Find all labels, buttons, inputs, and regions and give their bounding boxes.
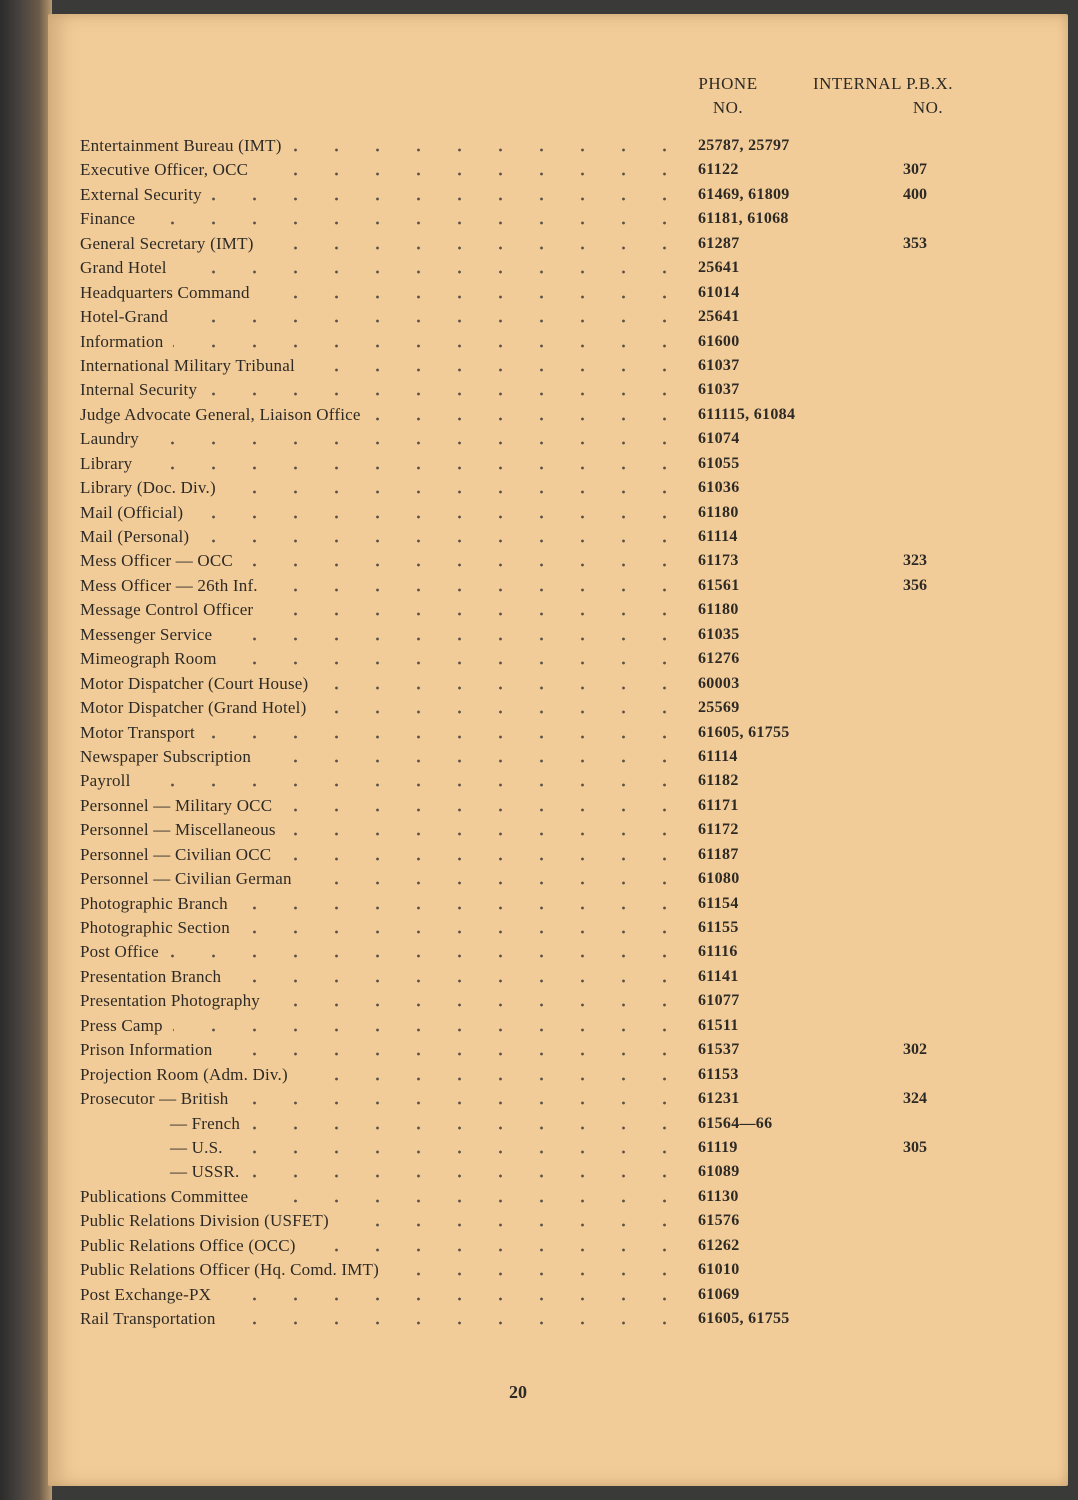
entry-phone-number: 61469, 61809 bbox=[698, 185, 790, 203]
dot-leader bbox=[318, 686, 685, 690]
entry-name: Personnel — Civilian German bbox=[80, 869, 292, 889]
list-item bbox=[80, 1038, 980, 1062]
list-item bbox=[80, 1087, 980, 1111]
list-item bbox=[80, 158, 980, 182]
list-item bbox=[80, 1112, 980, 1136]
list-item bbox=[80, 672, 980, 696]
list-item bbox=[80, 1258, 980, 1282]
entry-name: Finance bbox=[80, 209, 136, 229]
entry-phone-number: 61276 bbox=[698, 650, 740, 668]
dot-leader bbox=[281, 857, 685, 861]
dot-leader bbox=[142, 466, 685, 470]
list-item bbox=[80, 281, 980, 305]
entry-name: Mimeograph Room bbox=[80, 649, 217, 669]
entry-name: Post Exchange-PX bbox=[80, 1284, 212, 1304]
dot-leader bbox=[258, 1199, 685, 1203]
entry-pbx-number: 324 bbox=[903, 1090, 927, 1108]
list-item bbox=[80, 501, 980, 525]
list-item bbox=[80, 623, 980, 647]
entry-name: Motor Dispatcher (Grand Hotel) bbox=[80, 698, 307, 718]
dot-leader bbox=[207, 392, 685, 396]
dot-leader bbox=[145, 221, 685, 225]
dot-leader bbox=[221, 1297, 685, 1301]
entry-phone-number: 61561 bbox=[698, 576, 740, 594]
entry-phone-number: 61182 bbox=[698, 772, 739, 790]
entry-phone-number: 61010 bbox=[698, 1261, 740, 1279]
entry-pbx-number: 305 bbox=[903, 1138, 927, 1156]
entry-phone-number: 61036 bbox=[698, 479, 740, 497]
entry-name: Motor Transport bbox=[80, 722, 195, 742]
list-item bbox=[80, 1185, 980, 1209]
dot-leader bbox=[298, 1077, 685, 1081]
pbx-header-line-1: INTERNAL P.B.X. bbox=[812, 74, 954, 93]
dot-leader bbox=[226, 490, 685, 494]
dot-leader bbox=[270, 1003, 685, 1007]
dot-leader bbox=[292, 148, 685, 152]
list-item bbox=[80, 1063, 980, 1087]
entry-name: Library (Doc. Div.) bbox=[80, 478, 216, 498]
dot-leader bbox=[261, 759, 685, 763]
entry-name: Photographic Branch bbox=[80, 893, 228, 913]
entry-phone-number: 61287 bbox=[698, 234, 740, 252]
entry-phone-number: 61014 bbox=[698, 283, 740, 301]
dot-leader bbox=[177, 270, 685, 274]
entry-name: Judge Advocate General, Liaison Office bbox=[80, 404, 361, 424]
list-item bbox=[80, 867, 980, 891]
dot-leader bbox=[173, 344, 685, 348]
entry-name: Rail Transportation bbox=[80, 1309, 216, 1328]
dot-leader bbox=[389, 1272, 685, 1276]
dot-leader bbox=[286, 832, 685, 836]
list-item bbox=[80, 1283, 980, 1307]
dot-leader bbox=[263, 612, 685, 616]
dot-leader bbox=[233, 1150, 685, 1154]
list-item bbox=[80, 378, 980, 402]
entry-phone-number: 61154 bbox=[698, 894, 739, 912]
phone-header-line-2: NO. bbox=[712, 98, 744, 117]
entry-name: Entertainment Bureau (IMT) bbox=[80, 136, 282, 155]
entry-name: Internal Security bbox=[80, 380, 198, 400]
list-item bbox=[80, 721, 980, 745]
dot-leader bbox=[223, 1052, 685, 1056]
list-item bbox=[80, 598, 980, 622]
entry-pbx-number: 353 bbox=[903, 234, 927, 252]
list-item bbox=[80, 1234, 980, 1258]
entry-pbx-number: 400 bbox=[903, 185, 927, 203]
entry-name: Payroll bbox=[80, 771, 131, 791]
list-item bbox=[80, 476, 980, 500]
list-item bbox=[80, 818, 980, 842]
list-item bbox=[80, 207, 980, 231]
dot-leader bbox=[243, 563, 685, 567]
dot-leader bbox=[339, 1223, 685, 1227]
list-item bbox=[80, 305, 980, 329]
entry-phone-number: 61114 bbox=[698, 528, 738, 545]
list-item bbox=[80, 452, 980, 476]
entry-name: Public Relations Division (USFET) bbox=[80, 1211, 329, 1231]
dot-leader bbox=[178, 319, 685, 323]
list-item bbox=[80, 745, 980, 769]
list-item bbox=[80, 574, 980, 598]
entry-phone-number: 61564—66 bbox=[698, 1114, 773, 1132]
entry-phone-number: 61077 bbox=[698, 992, 740, 1010]
dot-leader bbox=[173, 1028, 685, 1032]
entry-name: Projection Room (Adm. Div.) bbox=[80, 1064, 288, 1084]
list-item bbox=[80, 696, 980, 720]
entry-name: — USSR. bbox=[170, 1162, 240, 1182]
entry-name: Message Control Officer bbox=[80, 600, 254, 620]
entry-pbx-number: 302 bbox=[903, 1041, 927, 1059]
entry-pbx-number: 356 bbox=[903, 576, 927, 594]
entry-phone-number: 61171 bbox=[698, 796, 739, 814]
entry-phone-number: 61181, 61068 bbox=[698, 210, 789, 228]
list-item bbox=[80, 403, 980, 427]
entry-name: Laundry bbox=[80, 429, 139, 449]
entry-name: Personnel — Civilian OCC bbox=[80, 844, 272, 864]
dot-leader bbox=[371, 417, 685, 421]
dot-leader bbox=[193, 515, 685, 519]
list-item bbox=[80, 256, 980, 280]
entry-name: Hotel-Grand bbox=[80, 307, 169, 327]
entry-phone-number: 61187 bbox=[698, 845, 739, 863]
entry-phone-number: 60003 bbox=[698, 674, 740, 692]
list-item bbox=[80, 940, 980, 964]
dot-leader bbox=[240, 930, 685, 934]
entry-pbx-number: 323 bbox=[903, 552, 927, 570]
entry-phone-number: 61037 bbox=[698, 381, 740, 399]
entry-name: Mail (Official) bbox=[80, 502, 184, 522]
entry-phone-number: 61605, 61755 bbox=[698, 1310, 790, 1327]
dot-leader bbox=[238, 906, 685, 910]
dot-leader bbox=[260, 295, 685, 299]
entry-name: Motor Dispatcher (Court House) bbox=[80, 673, 309, 693]
dot-leader bbox=[141, 783, 685, 787]
entry-phone-number: 61116 bbox=[698, 943, 738, 961]
entry-name: Presentation Photography bbox=[80, 991, 260, 1011]
phone-header-line-1: PHONE bbox=[698, 74, 758, 93]
dot-leader bbox=[169, 954, 685, 958]
dot-leader bbox=[268, 588, 685, 592]
directory-page bbox=[48, 14, 1068, 1486]
entry-name: International Military Tribunal bbox=[80, 355, 295, 375]
entry-phone-number: 61055 bbox=[698, 454, 740, 472]
entry-phone-number: 25569 bbox=[698, 699, 740, 717]
entry-phone-number: 61074 bbox=[698, 430, 740, 448]
entry-phone-number: 25787, 25797 bbox=[698, 137, 790, 154]
list-item bbox=[80, 1307, 980, 1331]
entry-phone-number: 61537 bbox=[698, 1041, 740, 1059]
entry-phone-number: 61130 bbox=[698, 1187, 739, 1205]
entry-name: Public Relations Officer (Hq. Comd. IMT) bbox=[80, 1260, 380, 1280]
entry-phone-number: 61600 bbox=[698, 332, 740, 350]
dot-leader bbox=[212, 197, 685, 201]
list-item bbox=[80, 843, 980, 867]
entry-name: Personnel — Military OCC bbox=[80, 795, 273, 815]
entry-phone-number: 61605, 61755 bbox=[698, 723, 790, 741]
entry-phone-number: 61069 bbox=[698, 1285, 740, 1303]
entry-name: Prosecutor — British bbox=[80, 1089, 229, 1109]
dot-leader bbox=[258, 172, 685, 176]
dot-leader bbox=[250, 1126, 685, 1130]
dot-leader bbox=[199, 539, 685, 543]
entry-name: Mail (Personal) bbox=[80, 527, 190, 546]
page-number: 20 bbox=[509, 1382, 527, 1402]
entry-phone-number: 61172 bbox=[698, 821, 739, 839]
entry-name: Photographic Section bbox=[80, 918, 230, 937]
entry-phone-number: 61180 bbox=[698, 601, 739, 619]
entry-name: Grand Hotel bbox=[80, 258, 167, 278]
list-item bbox=[80, 232, 980, 256]
list-item bbox=[80, 183, 980, 207]
pbx-column-header bbox=[808, 72, 958, 120]
dot-leader bbox=[249, 1174, 685, 1178]
entry-phone-number: 61122 bbox=[698, 161, 739, 179]
entry-phone-number: 61155 bbox=[698, 919, 739, 936]
list-item bbox=[80, 354, 980, 378]
entry-phone-number: 61511 bbox=[698, 1016, 739, 1034]
entry-name: Headquarters Command bbox=[80, 282, 250, 302]
list-item bbox=[80, 525, 980, 549]
entry-phone-number: 61037 bbox=[698, 356, 740, 374]
entry-name: — U.S. bbox=[170, 1137, 223, 1157]
entry-name: Newspaper Subscription bbox=[80, 746, 252, 766]
entry-phone-number: 61153 bbox=[698, 1065, 739, 1083]
entry-phone-number: 611115, 61084 bbox=[698, 405, 796, 423]
dot-leader bbox=[316, 710, 685, 714]
directory-list bbox=[80, 134, 980, 1331]
dot-leader bbox=[239, 1101, 685, 1105]
entry-name: Mess Officer — OCC bbox=[80, 551, 233, 571]
entry-phone-number: 61141 bbox=[698, 967, 739, 985]
entry-phone-number: 61089 bbox=[698, 1163, 740, 1181]
list-item bbox=[80, 427, 980, 451]
entry-name: Library bbox=[80, 453, 133, 473]
entry-phone-number: 61262 bbox=[698, 1236, 740, 1254]
entry-name: Messenger Service bbox=[80, 624, 213, 644]
list-item bbox=[80, 1136, 980, 1160]
entry-name: General Secretary (IMT) bbox=[80, 233, 254, 253]
list-item bbox=[80, 916, 980, 940]
entry-phone-number: 61576 bbox=[698, 1212, 740, 1230]
dot-leader bbox=[302, 881, 685, 885]
dot-leader bbox=[231, 979, 685, 983]
phone-column-header bbox=[688, 72, 768, 120]
list-item bbox=[80, 1209, 980, 1233]
entry-name: Prison Information bbox=[80, 1040, 213, 1060]
dot-leader bbox=[282, 808, 685, 812]
entry-name: Post Office bbox=[80, 942, 159, 962]
dot-leader bbox=[305, 368, 685, 372]
dot-leader bbox=[226, 1321, 685, 1325]
list-item bbox=[80, 965, 980, 989]
list-item bbox=[80, 1014, 980, 1038]
dot-leader bbox=[264, 246, 685, 250]
dot-leader bbox=[205, 735, 685, 739]
entry-phone-number: 25641 bbox=[698, 259, 740, 277]
entry-name: Presentation Branch bbox=[80, 966, 222, 986]
dot-leader bbox=[227, 661, 685, 665]
entry-name: Information bbox=[80, 331, 164, 351]
dot-leader bbox=[149, 441, 685, 445]
list-item bbox=[80, 989, 980, 1013]
entry-phone-number: 61173 bbox=[698, 552, 739, 570]
list-item bbox=[80, 647, 980, 671]
entry-phone-number: 61119 bbox=[698, 1138, 738, 1156]
entry-name: Executive Officer, OCC bbox=[80, 160, 249, 180]
list-item bbox=[80, 794, 980, 818]
entry-name: Mess Officer — 26th Inf. bbox=[80, 575, 258, 595]
entry-name: External Security bbox=[80, 184, 202, 204]
list-item bbox=[80, 892, 980, 916]
list-item bbox=[80, 330, 980, 354]
list-item bbox=[80, 1160, 980, 1184]
entry-name: Public Relations Office (OCC) bbox=[80, 1235, 296, 1255]
entry-name: Publications Committee bbox=[80, 1186, 249, 1206]
pbx-header-line-2: NO. bbox=[912, 98, 944, 117]
entry-phone-number: 61080 bbox=[698, 870, 740, 888]
entry-phone-number: 61231 bbox=[698, 1090, 740, 1108]
entry-phone-number: 61035 bbox=[698, 625, 740, 643]
book-binding bbox=[0, 0, 52, 1500]
entry-name: — French bbox=[170, 1113, 241, 1133]
entry-pbx-number: 307 bbox=[903, 161, 927, 179]
entry-name: Personnel — Miscellaneous bbox=[80, 820, 276, 840]
dot-leader bbox=[306, 1248, 685, 1252]
list-item bbox=[80, 134, 980, 158]
entry-phone-number: 61180 bbox=[698, 503, 739, 521]
entry-name: Press Camp bbox=[80, 1015, 163, 1035]
list-item bbox=[80, 769, 980, 793]
dot-leader bbox=[222, 637, 685, 641]
entry-phone-number: 61114 bbox=[698, 747, 738, 765]
list-item bbox=[80, 549, 980, 573]
entry-phone-number: 25641 bbox=[698, 308, 740, 326]
